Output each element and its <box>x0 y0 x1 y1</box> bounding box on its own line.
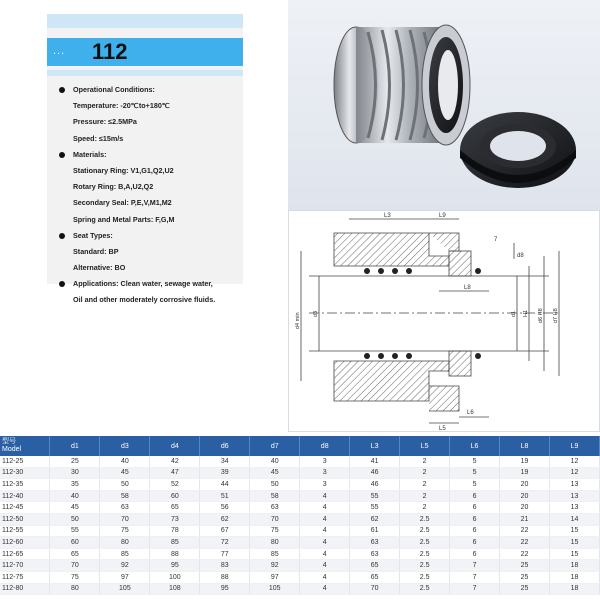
value-cell: 63 <box>350 548 400 560</box>
value-cell: 72 <box>200 537 250 549</box>
value-cell: 65 <box>150 502 200 514</box>
value-cell: 25 <box>500 583 550 595</box>
spec-item: Rotary Ring: B,A,U2,Q2 <box>73 182 154 192</box>
value-cell: 4 <box>300 502 350 514</box>
table-row <box>0 583 600 595</box>
value-cell: 4 <box>300 525 350 537</box>
value-cell: 58 <box>100 490 150 502</box>
value-cell: 95 <box>150 560 200 572</box>
value-cell: 46 <box>350 479 400 491</box>
value-cell: 97 <box>100 571 150 583</box>
value-cell: 4 <box>300 560 350 572</box>
value-cell: 25 <box>50 456 100 467</box>
model-cell: 112-30 <box>0 467 50 479</box>
value-cell: 85 <box>100 548 150 560</box>
column-header: d3 <box>100 436 150 456</box>
column-header: d4 <box>150 436 200 456</box>
model-cell: 112-70 <box>0 560 50 572</box>
value-cell: 12 <box>549 467 599 479</box>
value-cell: 60 <box>150 490 200 502</box>
value-cell: 4 <box>300 513 350 525</box>
value-cell: 7 <box>450 560 500 572</box>
value-cell: 45 <box>50 502 100 514</box>
spec-item: Temperature: -20℃to+180℃ <box>73 101 170 111</box>
value-cell: 85 <box>150 537 200 549</box>
value-cell: 41 <box>350 456 400 467</box>
model-number: 112 <box>92 39 128 64</box>
value-cell: 88 <box>200 571 250 583</box>
value-cell: 88 <box>150 548 200 560</box>
value-cell: 63 <box>250 502 300 514</box>
column-header: L6 <box>450 436 500 456</box>
table-row <box>0 571 600 583</box>
value-cell: 35 <box>50 479 100 491</box>
value-cell: 56 <box>200 502 250 514</box>
value-cell: 2.5 <box>400 583 450 595</box>
value-cell: 80 <box>50 583 100 595</box>
value-cell: 3 <box>300 479 350 491</box>
value-cell: 85 <box>250 548 300 560</box>
model-cell: 112-35 <box>0 479 50 491</box>
table-row <box>0 456 600 467</box>
column-header: L8 <box>500 436 550 456</box>
value-cell: 19 <box>500 467 550 479</box>
value-cell: 62 <box>200 513 250 525</box>
value-cell: 15 <box>549 525 599 537</box>
value-cell: 6 <box>450 513 500 525</box>
value-cell: 4 <box>300 583 350 595</box>
spec-list <box>59 82 241 309</box>
column-header: d8 <box>300 436 350 456</box>
value-cell: 75 <box>50 571 100 583</box>
spec-item: Speed: ≤15m/s <box>73 133 124 143</box>
value-cell: 6 <box>450 490 500 502</box>
table-row <box>0 467 600 479</box>
table-row <box>0 490 600 502</box>
dim-L6: L6 <box>467 410 474 416</box>
value-cell: 100 <box>150 571 200 583</box>
value-cell: 4 <box>300 537 350 549</box>
dim-d8: d8 <box>517 253 524 259</box>
value-cell: 62 <box>350 513 400 525</box>
value-cell: 2 <box>400 502 450 514</box>
value-cell: 55 <box>350 490 400 502</box>
table-row <box>0 548 600 560</box>
value-cell: 2.5 <box>400 513 450 525</box>
spec-item: Spring and Metal Parts: F,G,M <box>73 214 175 224</box>
table-row <box>0 537 600 549</box>
value-cell: 44 <box>200 479 250 491</box>
value-cell: 30 <box>50 467 100 479</box>
column-header: L3 <box>350 436 400 456</box>
value-cell: 25 <box>500 560 550 572</box>
spec-heading: Seat Types: <box>59 228 241 244</box>
value-cell: 2.5 <box>400 537 450 549</box>
value-cell: 92 <box>250 560 300 572</box>
value-cell: 70 <box>50 560 100 572</box>
value-cell: 61 <box>350 525 400 537</box>
value-cell: 50 <box>100 479 150 491</box>
value-cell: 5 <box>450 479 500 491</box>
value-cell: 45 <box>100 467 150 479</box>
model-cell: 112-55 <box>0 525 50 537</box>
table-row <box>0 502 600 514</box>
dim-L9: L9 <box>439 213 446 219</box>
value-cell: 40 <box>250 456 300 467</box>
value-cell: 51 <box>200 490 250 502</box>
value-cell: 2 <box>400 456 450 467</box>
value-cell: 46 <box>350 467 400 479</box>
value-cell: 20 <box>500 502 550 514</box>
value-cell: 70 <box>350 583 400 595</box>
value-cell: 15 <box>549 537 599 549</box>
value-cell: 3 <box>300 456 350 467</box>
spec-item: Pressure: ≤2.5MPa <box>73 117 137 127</box>
model-cell: 112-45 <box>0 502 50 514</box>
value-cell: 65 <box>350 560 400 572</box>
value-cell: 60 <box>50 537 100 549</box>
cross-section-drawing <box>289 211 600 433</box>
value-cell: 83 <box>200 560 250 572</box>
value-cell: 105 <box>100 583 150 595</box>
value-cell: 80 <box>250 537 300 549</box>
value-cell: 13 <box>549 502 599 514</box>
value-cell: 2.5 <box>400 525 450 537</box>
dim-d3: d3 <box>313 310 319 317</box>
value-cell: 13 <box>549 479 599 491</box>
value-cell: 52 <box>150 479 200 491</box>
spec-heading: Materials: <box>59 147 241 163</box>
value-cell: 2.5 <box>400 560 450 572</box>
value-cell: 92 <box>100 560 150 572</box>
value-cell: 5 <box>450 467 500 479</box>
value-cell: 6 <box>450 537 500 549</box>
value-cell: 18 <box>549 583 599 595</box>
value-cell: 47 <box>150 467 200 479</box>
table-row <box>0 479 600 491</box>
table-row <box>0 513 600 525</box>
value-cell: 77 <box>200 548 250 560</box>
value-cell: 58 <box>250 490 300 502</box>
dim-H1: H1 <box>523 309 529 317</box>
table-body <box>0 456 600 595</box>
value-cell: 4 <box>300 490 350 502</box>
value-cell: 7 <box>450 571 500 583</box>
value-cell: 78 <box>150 525 200 537</box>
value-cell: 73 <box>150 513 200 525</box>
value-cell: 70 <box>100 513 150 525</box>
spec-heading: Operational Conditions: <box>59 82 241 98</box>
dim-d7: d7 H8 <box>553 308 559 323</box>
spec-card-top-band <box>47 14 243 28</box>
spec-item: Secondary Seal: P,E,V,M1,M2 <box>73 198 172 208</box>
value-cell: 105 <box>250 583 300 595</box>
value-cell: 80 <box>100 537 150 549</box>
value-cell: 34 <box>200 456 250 467</box>
model-cell: 112-80 <box>0 583 50 595</box>
value-cell: 5 <box>450 456 500 467</box>
value-cell: 6 <box>450 502 500 514</box>
value-cell: 97 <box>250 571 300 583</box>
value-cell: 40 <box>100 456 150 467</box>
column-header: 型号 Model <box>0 436 50 456</box>
dim-L3: L3 <box>384 213 391 219</box>
dim-L5: L5 <box>439 426 446 432</box>
table-row <box>0 525 600 537</box>
model-cell: 112-25 <box>0 456 50 467</box>
value-cell: 4 <box>300 548 350 560</box>
spec-card <box>47 14 243 305</box>
product-photo <box>288 0 600 210</box>
mechanical-seal-image <box>288 0 600 210</box>
value-cell: 18 <box>549 560 599 572</box>
value-cell: 15 <box>549 548 599 560</box>
spec-heading: Applications: Clean water, sewage water, <box>59 276 241 292</box>
spec-item: Alternative: BO <box>73 263 126 273</box>
spec-item: Standard: BP <box>73 246 119 256</box>
dim-d1: d1 <box>511 310 517 317</box>
model-cell: 112-40 <box>0 490 50 502</box>
value-cell: 22 <box>500 525 550 537</box>
value-cell: 2 <box>400 479 450 491</box>
value-cell: 50 <box>50 513 100 525</box>
dim-d6: d6 H8 <box>538 308 544 323</box>
spec-card-bottom-band <box>47 70 243 76</box>
value-cell: 4 <box>300 571 350 583</box>
value-cell: 55 <box>350 502 400 514</box>
model-cell: 112-75 <box>0 571 50 583</box>
model-cell: 112-65 <box>0 548 50 560</box>
dim-7: 7 <box>494 237 498 243</box>
value-cell: 19 <box>500 456 550 467</box>
value-cell: 13 <box>549 490 599 502</box>
spec-item: Oil and other moderately corrosive fluids. <box>73 295 216 305</box>
spec-item: Stationary Ring: V1,G1,Q2,U2 <box>73 165 174 175</box>
value-cell: 40 <box>50 490 100 502</box>
value-cell: 2.5 <box>400 571 450 583</box>
value-cell: 67 <box>200 525 250 537</box>
dim-d4min: d4 min <box>295 312 301 329</box>
value-cell: 20 <box>500 490 550 502</box>
value-cell: 75 <box>250 525 300 537</box>
value-cell: 7 <box>450 583 500 595</box>
value-cell: 65 <box>350 571 400 583</box>
model-cell: 112-50 <box>0 513 50 525</box>
value-cell: 14 <box>549 513 599 525</box>
value-cell: 45 <box>250 467 300 479</box>
value-cell: 20 <box>500 479 550 491</box>
value-cell: 55 <box>50 525 100 537</box>
value-cell: 22 <box>500 537 550 549</box>
column-header: L9 <box>549 436 599 456</box>
value-cell: 70 <box>250 513 300 525</box>
value-cell: 108 <box>150 583 200 595</box>
column-header: d6 <box>200 436 250 456</box>
value-cell: 39 <box>200 467 250 479</box>
value-cell: 25 <box>500 571 550 583</box>
value-cell: 6 <box>450 525 500 537</box>
value-cell: 22 <box>500 548 550 560</box>
value-cell: 6 <box>450 548 500 560</box>
value-cell: 65 <box>50 548 100 560</box>
value-cell: 42 <box>150 456 200 467</box>
spec-card-title-band <box>47 38 243 66</box>
dim-L8: L8 <box>464 285 471 291</box>
value-cell: 75 <box>100 525 150 537</box>
model-cell: 112-60 <box>0 537 50 549</box>
value-cell: 3 <box>300 467 350 479</box>
column-header: d1 <box>50 436 100 456</box>
column-header: L5 <box>400 436 450 456</box>
value-cell: 50 <box>250 479 300 491</box>
table-header-row <box>0 436 600 456</box>
value-cell: 2 <box>400 467 450 479</box>
value-cell: 95 <box>200 583 250 595</box>
value-cell: 21 <box>500 513 550 525</box>
value-cell: 2 <box>400 490 450 502</box>
value-cell: 63 <box>350 537 400 549</box>
value-cell: 2.5 <box>400 548 450 560</box>
title-dots: ... <box>53 45 66 57</box>
table-row <box>0 560 600 572</box>
value-cell: 18 <box>549 571 599 583</box>
value-cell: 63 <box>100 502 150 514</box>
dimension-table <box>0 436 600 600</box>
value-cell: 12 <box>549 456 599 467</box>
column-header: d7 <box>250 436 300 456</box>
technical-drawing <box>288 210 600 432</box>
